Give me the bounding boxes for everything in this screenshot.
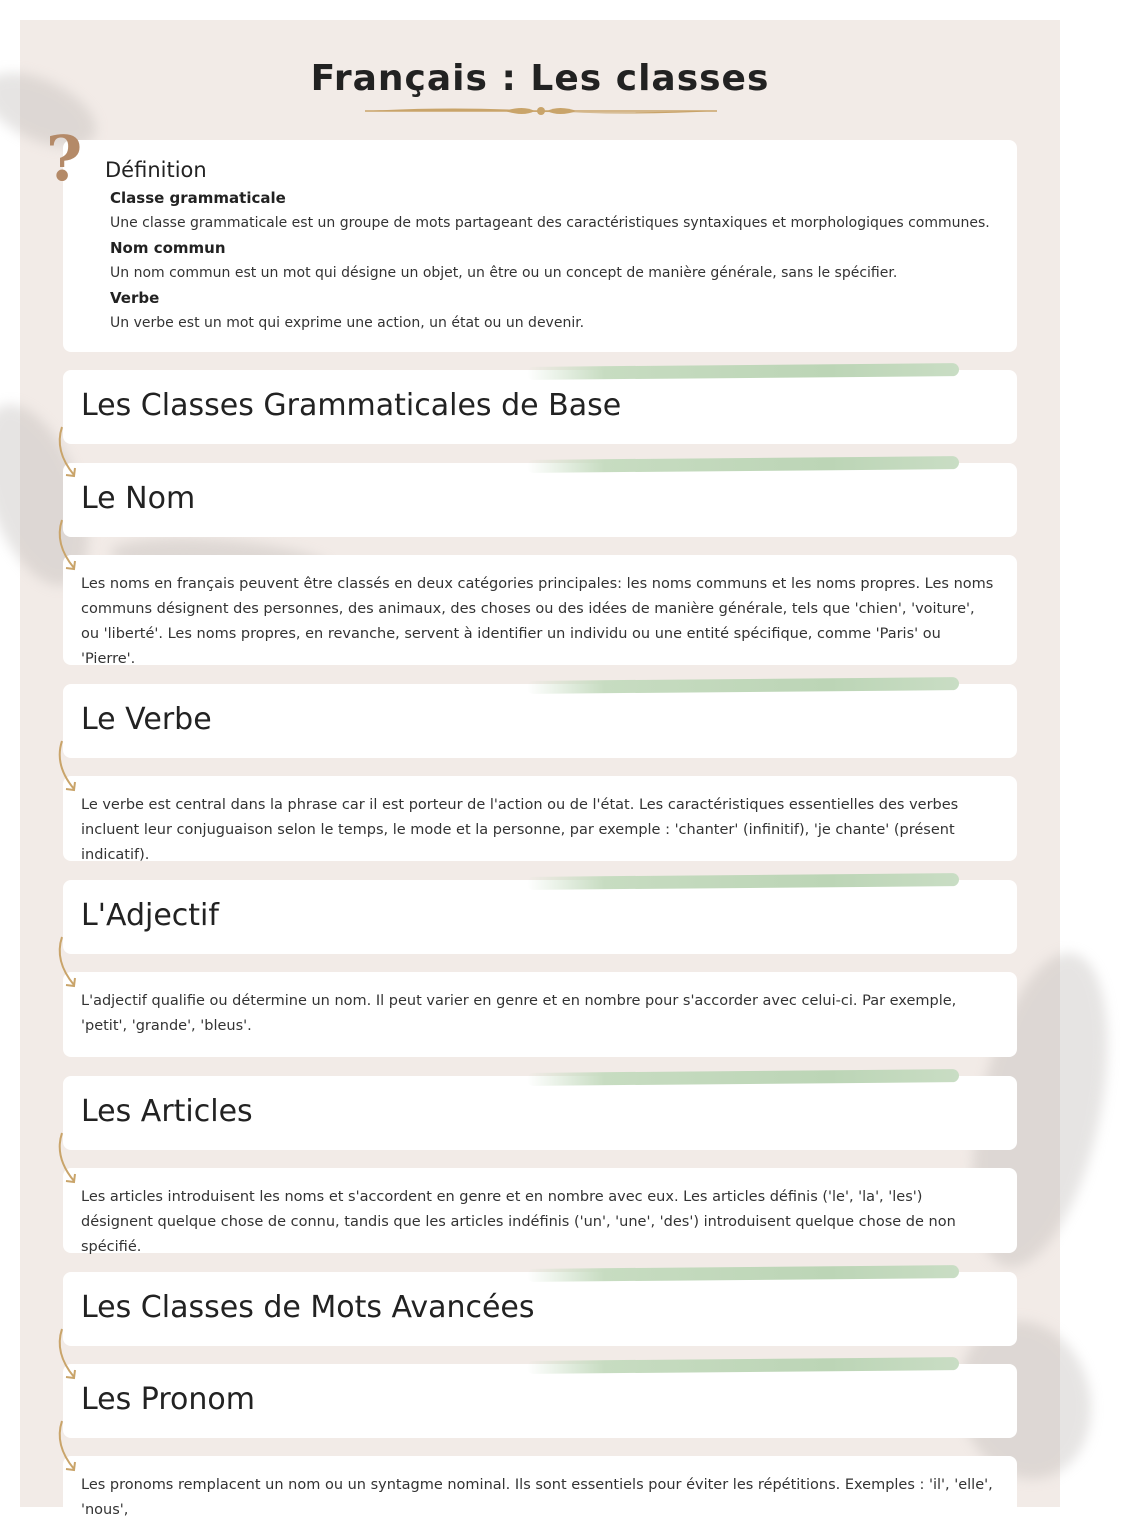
section-text: Les noms en français peuvent être classés en deux catégories principales: les noms communs et les noms propres. Les noms communs désignent des personnes, des animaux, des choses ou des idées de manière générale, tels que 'chien', 'voiture', ou 'liberté'. Les noms propres, en revanche, servent à identifier un individu ou une entité spécifique, comme 'Paris' ou 'Pierre'. bbox=[81, 576, 994, 667]
section-text: Le verbe est central dans la phrase car il est porteur de l'action ou de l'état. Les caractéristiques essentielles des verbes incluent leur conjuguaison selon le temps, le mode et la personne, par exemple : 'chanter' (infinitif), 'je chante' (présent indicatif). bbox=[81, 797, 959, 863]
green-brush-stroke bbox=[527, 677, 959, 694]
page-title: Français : Les classes bbox=[310, 58, 770, 99]
green-brush-stroke bbox=[527, 1265, 959, 1282]
section-heading: Le Nom bbox=[81, 481, 196, 516]
section-heading: Les Classes Grammaticales de Base bbox=[81, 388, 622, 423]
page bbox=[20, 20, 1060, 1518]
title-divider-ornament bbox=[365, 103, 717, 119]
definition-text: Un nom commun est un mot qui désigne un objet, un être ou un concept de manière générale, sans le spécifier. bbox=[110, 265, 898, 281]
section-heading-card bbox=[63, 463, 1017, 537]
definition-text: Un verbe est un mot qui exprime une action, un état ou un devenir. bbox=[110, 315, 585, 331]
section-text-card bbox=[63, 776, 1017, 861]
definition-term: Classe grammaticale bbox=[110, 189, 286, 207]
section-text-card bbox=[63, 972, 1017, 1057]
curved-arrow-icon bbox=[56, 1419, 82, 1477]
green-brush-stroke bbox=[527, 456, 959, 473]
section-text-card bbox=[63, 1456, 1017, 1526]
curved-arrow-icon bbox=[56, 1131, 82, 1189]
curved-arrow-icon bbox=[56, 935, 82, 993]
section-heading: Le Verbe bbox=[81, 702, 212, 737]
section-heading: Les Pronom bbox=[81, 1382, 255, 1417]
section-heading-card bbox=[63, 1364, 1017, 1438]
section-heading-card bbox=[63, 684, 1017, 758]
definition-card bbox=[63, 140, 1017, 352]
curved-arrow-icon bbox=[56, 739, 82, 797]
definition-term: Verbe bbox=[110, 289, 160, 307]
section-heading: Les Classes de Mots Avancées bbox=[81, 1290, 535, 1325]
section-text: Les pronoms remplacent un nom ou un syntagme nominal. Ils sont essentiels pour éviter les répétitions. Exemples : 'il', 'elle', 'nous', bbox=[81, 1477, 993, 1518]
section-text-card bbox=[63, 1168, 1017, 1253]
section-heading-card bbox=[63, 370, 1017, 444]
definition-list bbox=[110, 186, 997, 336]
question-mark-icon: ? bbox=[46, 122, 83, 195]
curved-arrow-icon bbox=[56, 518, 82, 576]
curved-arrow-icon bbox=[56, 425, 82, 483]
definition-term: Nom commun bbox=[110, 239, 226, 257]
section-text: L'adjectif qualifie ou détermine un nom. Il peut varier en genre et en nombre pour s'accorder avec celui-ci. Par exemple, 'petit', 'grande', 'bleus'. bbox=[81, 993, 957, 1034]
curved-arrow-icon bbox=[56, 1327, 82, 1385]
section-heading-card bbox=[63, 880, 1017, 954]
green-brush-stroke bbox=[527, 363, 959, 380]
section-heading-card bbox=[63, 1272, 1017, 1346]
green-brush-stroke bbox=[527, 1069, 959, 1086]
green-brush-stroke bbox=[527, 873, 959, 890]
section-heading-card bbox=[63, 1076, 1017, 1150]
section-heading: L'Adjectif bbox=[81, 898, 219, 933]
section-text-card bbox=[63, 555, 1017, 665]
section-text: Les articles introduisent les noms et s'accordent en genre et en nombre avec eux. Les articles définis ('le', 'la', 'les') désignent quelque chose de connu, tandis que les articles indéfinis ('un', 'une', 'des') introduisent quelque chose de non spécifié. bbox=[81, 1189, 956, 1255]
definition-heading: Définition bbox=[105, 158, 207, 182]
green-brush-stroke bbox=[527, 1357, 959, 1374]
section-heading: Les Articles bbox=[81, 1094, 253, 1129]
definition-text: Une classe grammaticale est un groupe de mots partageant des caractéristiques syntaxiques et morphologiques communes. bbox=[110, 215, 990, 231]
